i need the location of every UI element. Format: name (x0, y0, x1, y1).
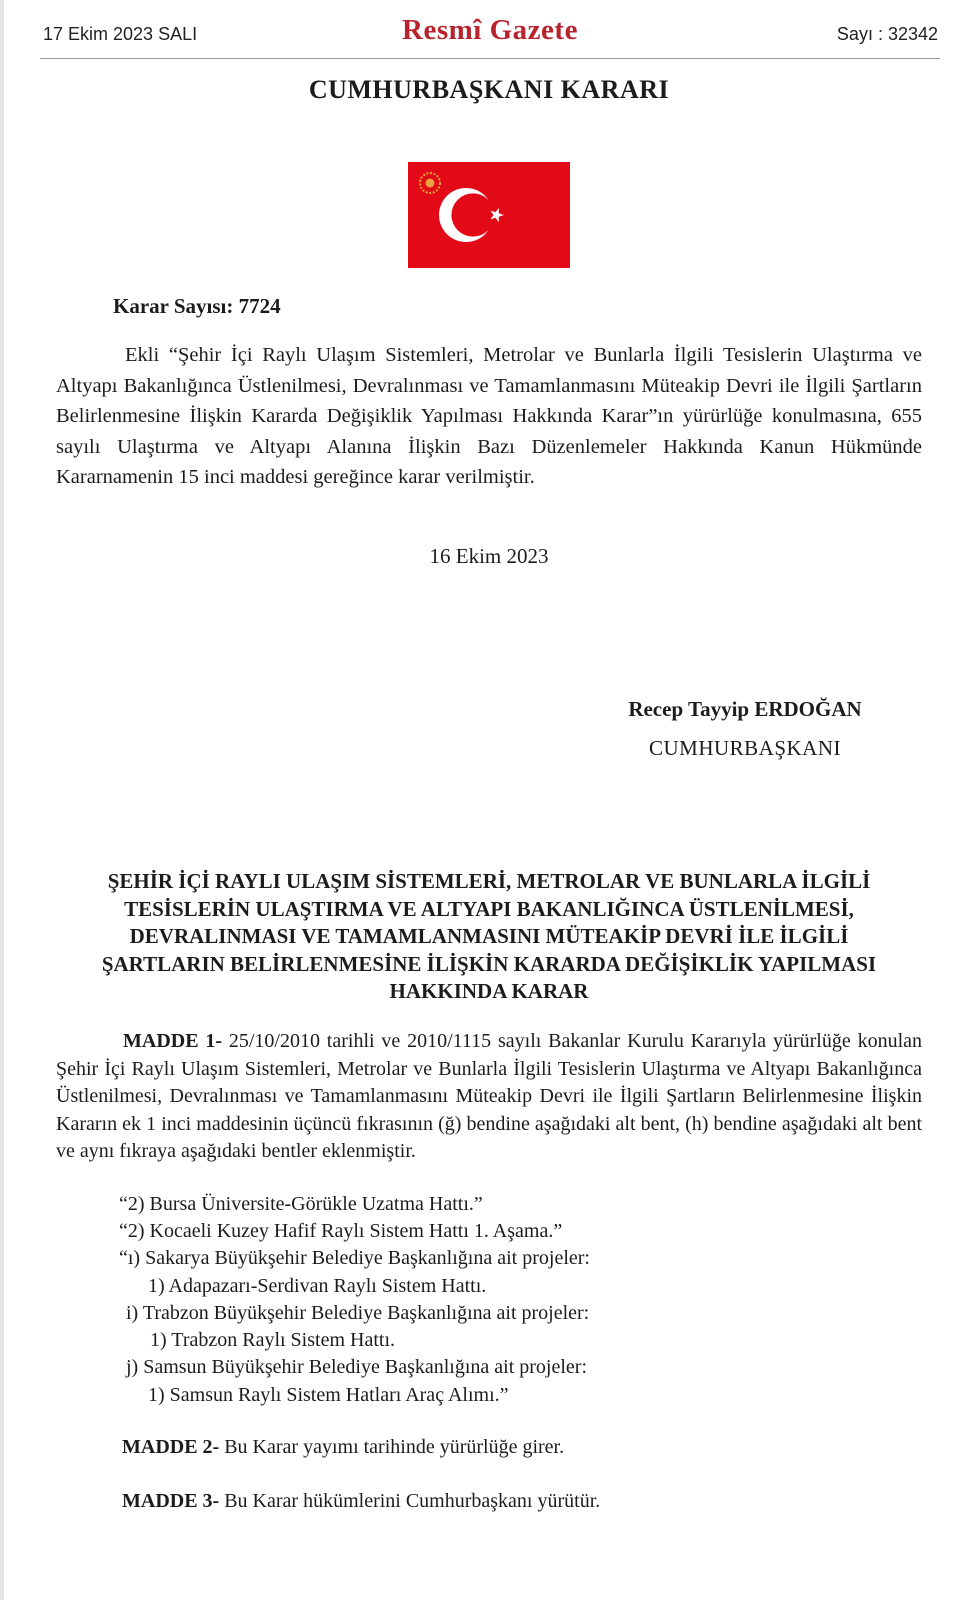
article-3 (122, 1490, 600, 1513)
gazette-name: Resmî Gazete (402, 14, 578, 46)
list-item: 1) Trabzon Raylı Sistem Hattı. (150, 1329, 395, 1351)
issue-number: Sayı : 32342 (836, 24, 938, 44)
decision-number: Karar Sayısı: 7724 (113, 294, 281, 318)
list-item: i) Trabzon Büyükşehir Belediye Başkanlığına ait projeler: (126, 1302, 590, 1324)
gazette-header (40, 14, 940, 59)
decision-title-line: DEVRALINMASI VE TAMAMLANMASINI MÜTEAKİP DEVRİ İLE İLGİLİ (129, 924, 849, 948)
article-3-label: MADDE 3- (122, 1490, 220, 1512)
list-item: 1) Samsun Raylı Sistem Hatları Araç Alımı.” (148, 1384, 509, 1406)
section-heading: CUMHURBAŞKANI KARARI (308, 75, 670, 104)
list-item: “2) Kocaeli Kuzey Hafif Raylı Sistem Hattı 1. Aşama.” (119, 1220, 563, 1242)
decision-title-line: ŞARTLARIN BELİRLENMESİNE İLİŞKİN KARARDA DEĞİŞİKLİK YAPILMASI (101, 951, 877, 976)
article-2-label: MADDE 2- (122, 1436, 220, 1458)
page-left-edge (0, 0, 4, 1600)
decision-title-line: TESİSLERİN ULAŞTIRMA VE ALTYAPI BAKANLIĞINCA ÜSTLENİLMESİ, (124, 896, 854, 921)
decision-title (50, 868, 928, 1006)
signing-date: 16 Ekim 2023 (429, 544, 549, 568)
article-2-text: Bu Karar yayımı tarihinde yürürlüğe girer. (219, 1436, 565, 1458)
intro-paragraph: Ekli “Şehir İçi Raylı Ulaşım Sistemleri, Metrolar ve Bunlarla İlgili Tesislerin Ulaştırma ve Altyapı Bakanlığınca Üstlenilmesi, Devralınması ve Tamamlanmasını Müteakip Devri ile İlgili Şartların Belirlenmesine İlişkin Kararda Değişiklik Yapılması Hakkında Karar”ın yürürlüğe konulmasına, 655 sayılı Ulaştırma ve Altyapı Alanına İlişkin Bazı Düzenlemeler Hakkında Kanun Hükmünde Kararnamenin 15 inci maddesi gereğince karar verilmiştir. (56, 344, 922, 488)
article-3-text: Bu Karar hükümlerini Cumhurbaşkanı yürütür. (219, 1490, 601, 1512)
list-item: “2) Bursa Üniversite-Görükle Uzatma Hattı.” (119, 1193, 483, 1215)
article-1-text: 25/10/2010 tarihli ve 2010/1115 sayılı Bakanlar Kurulu Kararıyla yürürlüğe konulan Şehir İçi Raylı Ulaşım Sistemleri, Metrolar ve Bunlarla İlgili Tesislerin Ulaştırma ve Altyapı Bakanlığınca Üstlenilmesi, Devralınması ve Tamamlanmasını Müteakip Devri ile İlgili Şartların Belirlenmesine İlişkin Kararın ek 1 inci maddesinin üçüncü fıkrasının (ğ) bendine aşağıdaki alt bent, (h) bendine aşağıdaki alt bent ve aynı fıkraya aşağıdaki bentler eklenmiştir. (56, 1030, 922, 1162)
article-2 (122, 1436, 564, 1459)
decision-title-line: ŞEHİR İÇİ RAYLI ULAŞIM SİSTEMLERİ, METROLAR VE BUNLARLA İLGİLİ (107, 869, 871, 893)
decision-title-line: HAKKINDA KARAR (389, 979, 589, 1003)
list-item: “ı) Sakarya Büyükşehir Belediye Başkanlığına ait projeler: (119, 1247, 590, 1269)
header-date: 17 Ekim 2023 SALI (43, 24, 198, 44)
article-1 (56, 1028, 922, 1166)
signer-title: CUMHURBAŞKANI (648, 736, 842, 760)
signer-name: Recep Tayyip ERDOĞAN (628, 697, 862, 721)
list-item: 1) Adapazarı-Serdivan Raylı Sistem Hattı. (148, 1275, 487, 1297)
list-item: j) Samsun Büyükşehir Belediye Başkanlığına ait projeler: (126, 1356, 588, 1378)
article-1-label: MADDE 1- (123, 1030, 223, 1052)
turkish-flag-icon (408, 162, 570, 268)
